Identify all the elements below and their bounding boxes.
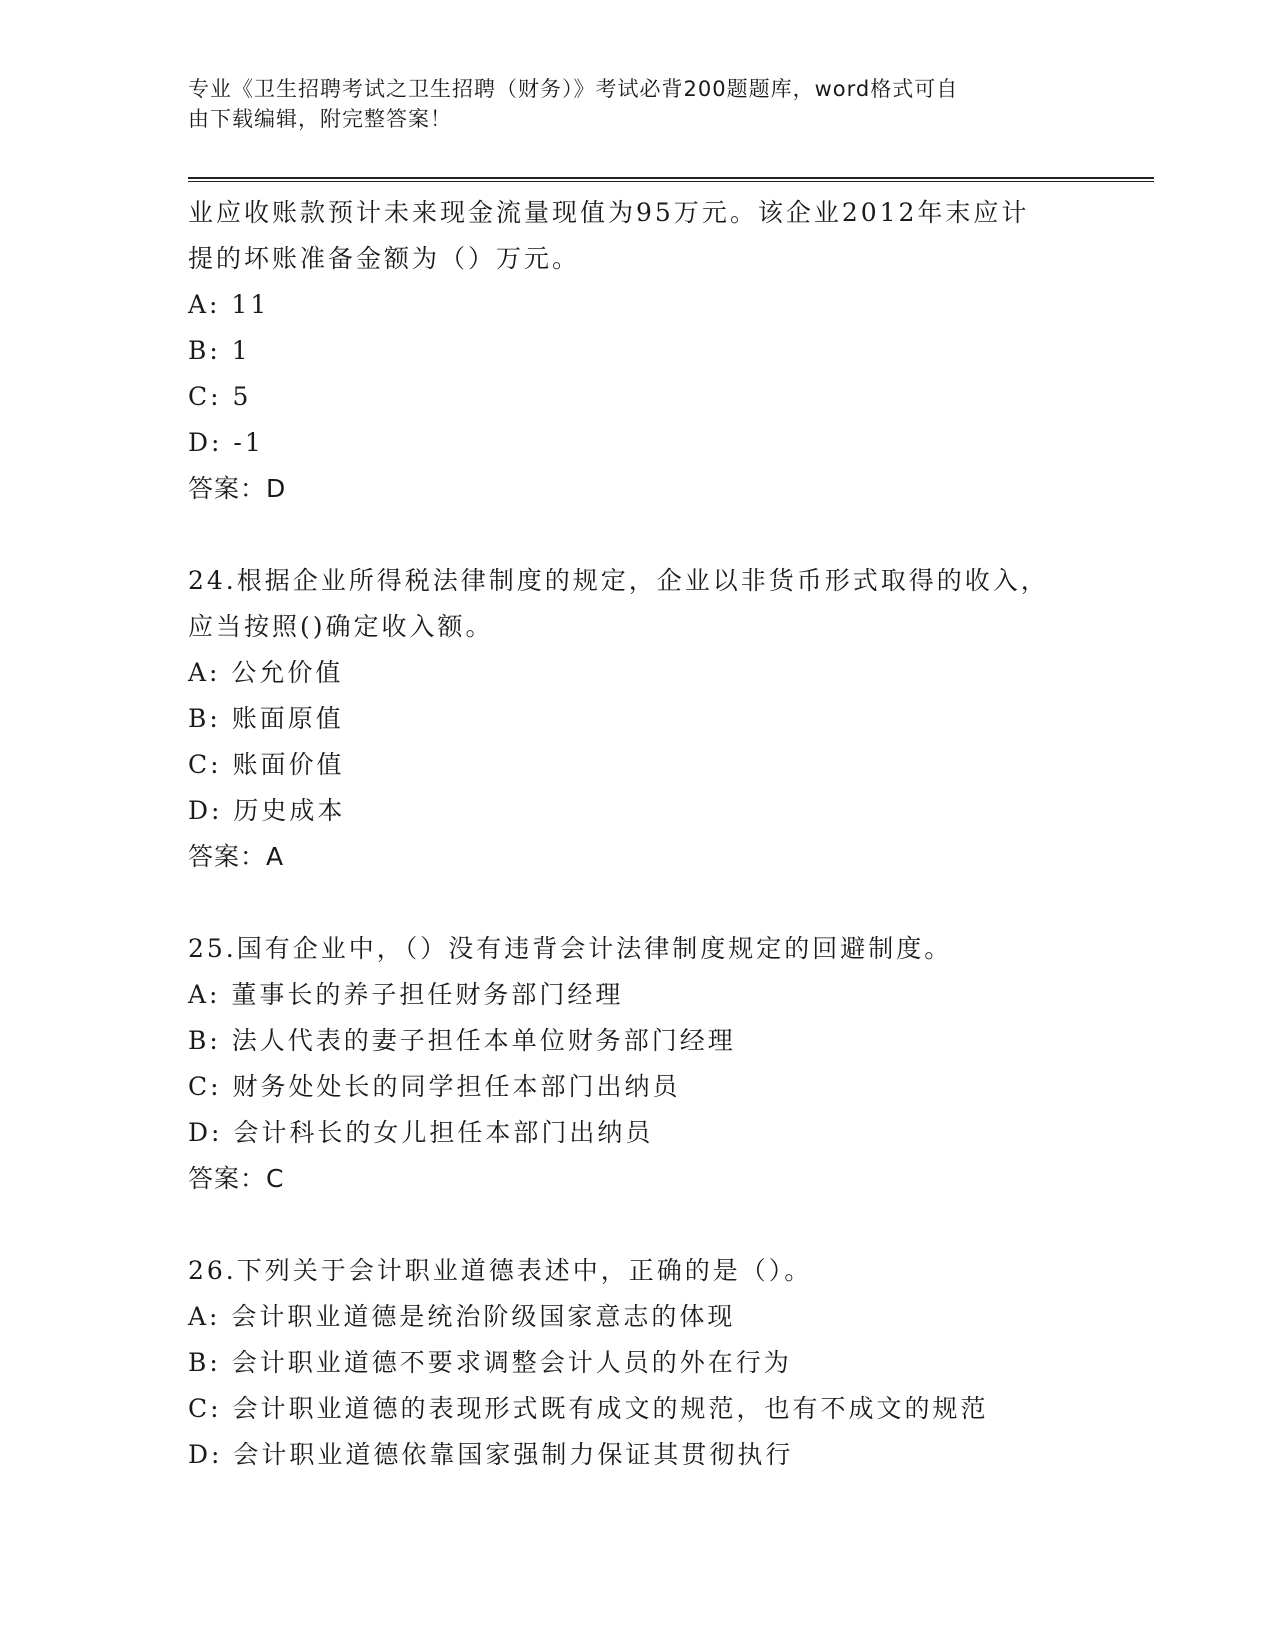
option-d: D: 会计职业道德依靠国家强制力保证其贯彻执行 (188, 1440, 794, 1469)
question-stem-line: 业应收账款预计未来现金流量现值为95万元。该企业2012年末应计 (188, 198, 1030, 227)
question-stem-line: 25.国有企业中，（）没有违背会计法律制度规定的回避制度。 (188, 934, 953, 963)
question-spacer (188, 880, 1088, 926)
option-c: C: 财务处处长的同学担任本部门出纳员 (188, 1072, 681, 1101)
question-25 (188, 926, 1088, 1202)
answer-line: 答案：D (188, 474, 287, 503)
option-c: C: 5 (188, 382, 252, 411)
question-stem-line: 26.下列关于会计职业道德表述中，正确的是（）。 (188, 1256, 813, 1285)
header-divider (188, 177, 1154, 182)
question-spacer (188, 1202, 1088, 1248)
option-a: A: 董事长的养子担任财务部门经理 (188, 980, 624, 1009)
option-a: A: 11 (188, 290, 270, 319)
question-stem-line: 应当按照()确定收入额。 (188, 612, 494, 641)
header-title-line-1: 专业《卫生招聘考试之卫生招聘（财务）》考试必背200题题库，word格式可自 (188, 77, 959, 101)
question-list (188, 190, 1088, 1478)
answer-line: 答案：C (188, 1164, 285, 1193)
option-c: C: 会计职业道德的表现形式既有成文的规范，也有不成文的规范 (188, 1394, 989, 1423)
option-c: C: 账面价值 (188, 750, 345, 779)
option-a: A: 公允价值 (188, 658, 344, 687)
option-d: D: 历史成本 (188, 796, 346, 825)
option-b: B: 账面原值 (188, 704, 344, 733)
option-d: D: 会计科长的女儿担任本部门出纳员 (188, 1118, 654, 1147)
answer-line: 答案：A (188, 842, 285, 871)
question-stem-line: 24.根据企业所得税法律制度的规定，企业以非货币形式取得的收入， (188, 566, 1049, 595)
question-24 (188, 558, 1088, 880)
question-stem-line: 提的坏账准备金额为（）万元。 (188, 244, 581, 273)
question-23 (188, 190, 1088, 512)
header-title-line-2: 由下载编辑，附完整答案！ (188, 107, 452, 131)
question-26 (188, 1248, 1088, 1478)
option-d: D: -1 (188, 428, 264, 457)
option-b: B: 会计职业道德不要求调整会计人员的外在行为 (188, 1348, 792, 1377)
document-header (188, 74, 1068, 134)
option-b: B: 法人代表的妻子担任本单位财务部门经理 (188, 1026, 736, 1055)
option-a: A: 会计职业道德是统治阶级国家意志的体现 (188, 1302, 736, 1331)
question-spacer (188, 512, 1088, 558)
option-b: B: 1 (188, 336, 251, 365)
